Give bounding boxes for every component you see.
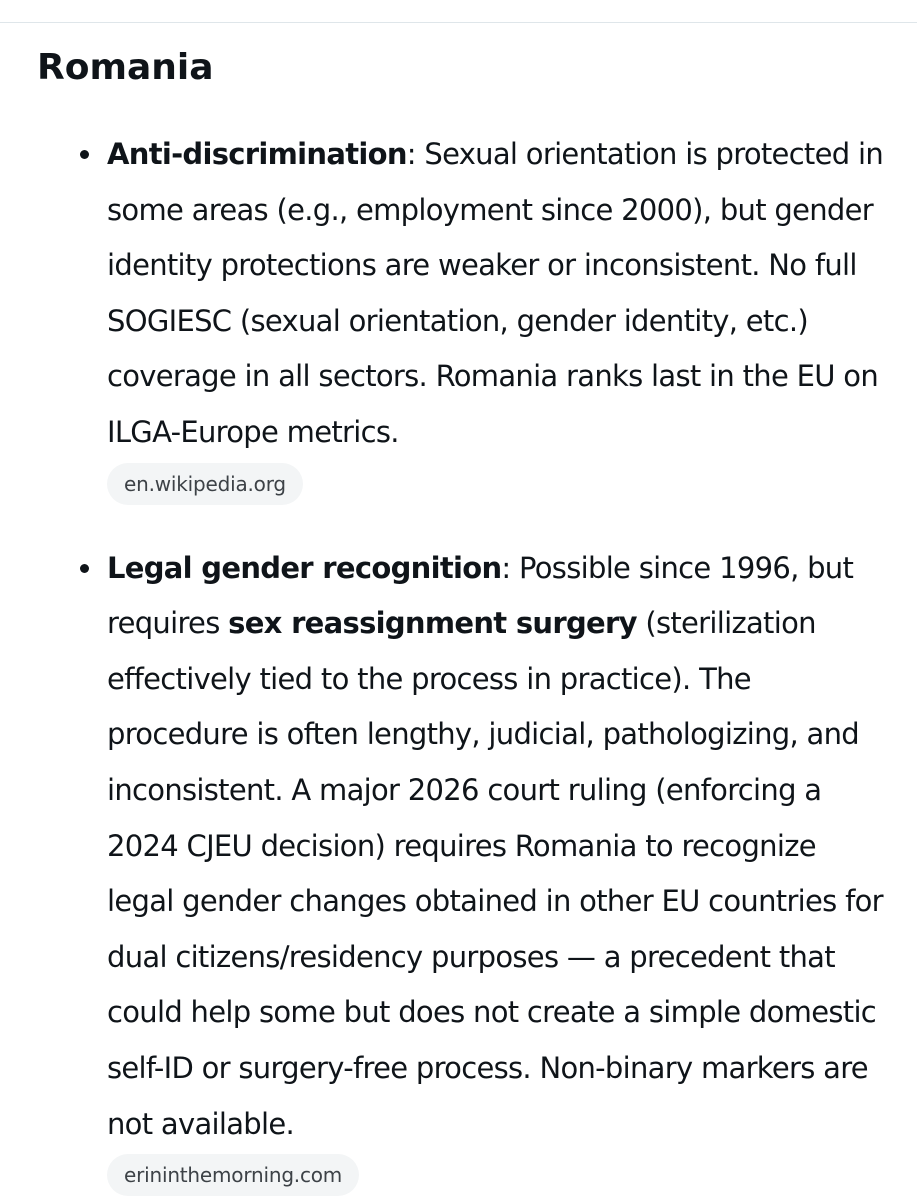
bullet-dot-icon (80, 150, 89, 159)
item-heading: Legal gender recognition (107, 550, 502, 585)
item-heading: Anti-discrimination (107, 137, 407, 171)
top-divider (0, 22, 917, 23)
item-body-after: (sterilization effectively tied to the process in practice). The procedure is often lengthy, judicial, pathologizing, and inconsistent. A major 2026 court ruling (enforcing a 2024 CJEU decision) requires Romania to recognize legal gender changes obtained in other EU countries for dual citizens/residency purposes — a precedent that could help some but does not create a simple domestic self-ID or surgery-free process. Non-binary markers are not available. (107, 606, 883, 1141)
item-emphasis: sex reassignment surgery (228, 606, 637, 641)
bullet-list (0, 127, 917, 1196)
item-separator: : (501, 550, 520, 585)
bullet-dot-icon (80, 564, 89, 573)
section-title: Romania (37, 47, 214, 88)
item-separator: : (406, 137, 425, 171)
item-body: Sexual orientation is protected in some areas (e.g., employment since 2000), but gender identity protections are weaker or inconsistent. No full SOGIESC (sexual orientation, gender identity, etc.) coverage in all sectors. Romania ranks last in the EU on ILGA-Europe metrics. (107, 137, 884, 449)
list-item (0, 541, 917, 1197)
item-body-before: Possible since 1996, but requires (107, 550, 854, 641)
list-item-text (107, 127, 887, 461)
source-link-chip[interactable]: en.wikipedia.org (107, 463, 303, 505)
source-link-chip[interactable]: erininthemorning.com (107, 1154, 359, 1196)
list-item-text (107, 541, 887, 1153)
list-item (0, 127, 917, 505)
